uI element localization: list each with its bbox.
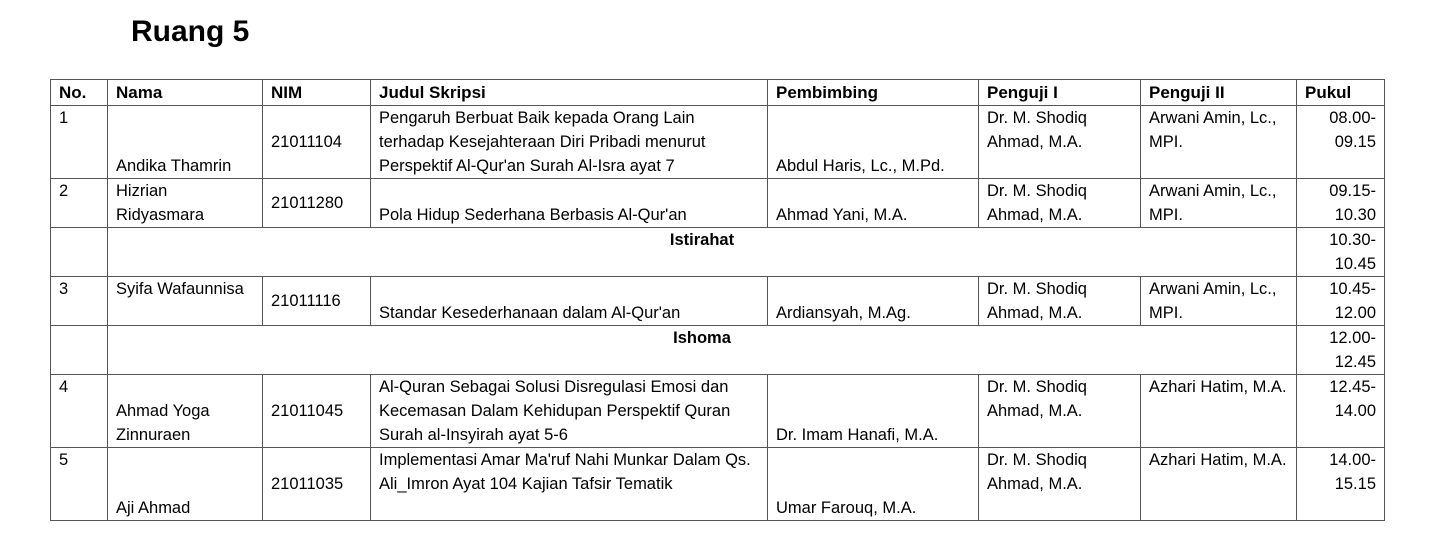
cell-penguji-2: Arwani Amin, Lc., MPI. xyxy=(1141,106,1297,179)
cell-nim: 21011035 xyxy=(263,448,371,521)
cell-nama: Syifa Wafaunnisa xyxy=(108,277,263,326)
cell-judul: Standar Kesederhanaan dalam Al-Qur'an xyxy=(371,277,768,326)
header-penguji-2: Penguji II xyxy=(1141,80,1297,106)
cell-penguji-1: Dr. M. Shodiq Ahmad, M.A. xyxy=(979,106,1141,179)
cell-pukul: 12.00-12.45 xyxy=(1297,326,1385,375)
cell-penguji-2: Arwani Amin, Lc., MPI. xyxy=(1141,179,1297,228)
cell-pembimbing: Abdul Haris, Lc., M.Pd. xyxy=(768,106,979,179)
cell-nama: Andika Thamrin xyxy=(108,106,263,179)
cell-nim: 21011280 xyxy=(263,179,371,228)
cell-penguji-1: Dr. M. Shodiq Ahmad, M.A. xyxy=(979,179,1141,228)
cell-pembimbing: Dr. Imam Hanafi, M.A. xyxy=(768,375,979,448)
header-row xyxy=(51,80,1385,106)
table-row xyxy=(51,179,1385,228)
cell-judul: Al-Quran Sebagai Solusi Disregulasi Emosi dan Kecemasan Dalam Kehidupan Perspektif Quran Surah al-Insyirah ayat 5-6 xyxy=(371,375,768,448)
table-row xyxy=(51,277,1385,326)
cell-nama: Hizrian Ridyasmara xyxy=(108,179,263,228)
break-row xyxy=(51,326,1385,375)
cell-penguji-1: Dr. M. Shodiq Ahmad, M.A. xyxy=(979,448,1141,521)
break-row xyxy=(51,228,1385,277)
cell-pembimbing: Umar Farouq, M.A. xyxy=(768,448,979,521)
cell-pukul: 14.00-15.15 xyxy=(1297,448,1385,521)
cell-no: 1 xyxy=(51,106,108,179)
cell-judul: Pola Hidup Sederhana Berbasis Al-Qur'an xyxy=(371,179,768,228)
cell-pukul: 09.15-10.30 xyxy=(1297,179,1385,228)
header-penguji-1: Penguji I xyxy=(979,80,1141,106)
cell-nim: 21011045 xyxy=(263,375,371,448)
cell-no xyxy=(51,326,108,375)
cell-pembimbing: Ahmad Yani, M.A. xyxy=(768,179,979,228)
table-row xyxy=(51,375,1385,448)
cell-no: 3 xyxy=(51,277,108,326)
header-no: No. xyxy=(51,80,108,106)
cell-pukul: 08.00-09.15 xyxy=(1297,106,1385,179)
break-label: Ishoma xyxy=(108,326,1297,375)
cell-judul: Implementasi Amar Ma'ruf Nahi Munkar Dalam Qs. Ali_Imron Ayat 104 Kajian Tafsir Tematik xyxy=(371,448,768,521)
cell-penguji-1: Dr. M. Shodiq Ahmad, M.A. xyxy=(979,277,1141,326)
break-label: Istirahat xyxy=(108,228,1297,277)
header-nama: Nama xyxy=(108,80,263,106)
cell-penguji-1: Dr. M. Shodiq Ahmad, M.A. xyxy=(979,375,1141,448)
cell-no xyxy=(51,228,108,277)
cell-no: 2 xyxy=(51,179,108,228)
header-nim: NIM xyxy=(263,80,371,106)
cell-pembimbing: Ardiansyah, M.Ag. xyxy=(768,277,979,326)
header-judul: Judul Skripsi xyxy=(371,80,768,106)
cell-nim: 21011116 xyxy=(263,277,371,326)
cell-nama: Aji Ahmad xyxy=(108,448,263,521)
cell-penguji-2: Azhari Hatim, M.A. xyxy=(1141,448,1297,521)
cell-no: 4 xyxy=(51,375,108,448)
table-row xyxy=(51,448,1385,521)
schedule-table xyxy=(50,79,1385,521)
cell-pukul: 10.30-10.45 xyxy=(1297,228,1385,277)
header-pembimbing: Pembimbing xyxy=(768,80,979,106)
cell-nama: Ahmad Yoga Zinnuraen xyxy=(108,375,263,448)
cell-penguji-2: Arwani Amin, Lc., MPI. xyxy=(1141,277,1297,326)
cell-pukul: 10.45-12.00 xyxy=(1297,277,1385,326)
cell-pukul: 12.45-14.00 xyxy=(1297,375,1385,448)
header-pukul: Pukul xyxy=(1297,80,1385,106)
table-row xyxy=(51,106,1385,179)
cell-penguji-2: Azhari Hatim, M.A. xyxy=(1141,375,1297,448)
page-title: Ruang 5 xyxy=(131,15,250,48)
cell-no: 5 xyxy=(51,448,108,521)
cell-judul: Pengaruh Berbuat Baik kepada Orang Lain terhadap Kesejahteraan Diri Pribadi menurut Perspektif Al-Qur'an Surah Al-Isra ayat 7 xyxy=(371,106,768,179)
cell-nim: 21011104 xyxy=(263,106,371,179)
